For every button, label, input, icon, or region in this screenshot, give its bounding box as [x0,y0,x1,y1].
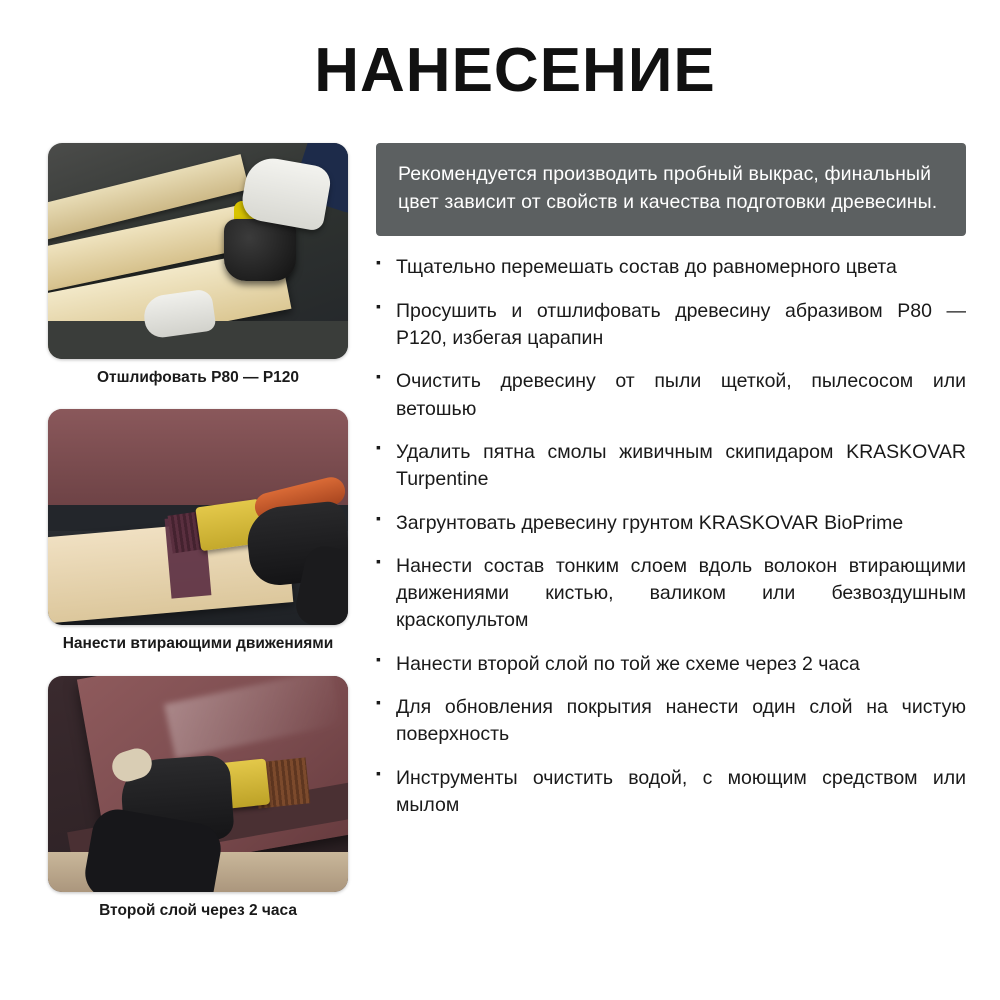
recommendation-note: Рекомендуется производить пробный выкрас, финальный цвет зависит от свойств и качества подготовки древесины. [376,143,966,236]
content-area [0,103,1000,920]
photo-caption: Второй слой через 2 часа [99,901,297,919]
list-item: ▪ Тщательно перемешать состав до равномерного цвета [376,254,966,281]
second-coat-photo [48,676,348,892]
list-item: ▪ Инструменты очистить водой, с моющим средством или мылом [376,765,966,820]
list-item: ▪ Нанести второй слой по той же схеме через 2 часа [376,651,966,678]
page-title: НАНЕСЕНИЕ [314,36,716,105]
list-item: ▪ Для обновления покрытия нанести один слой на чистую поверхность [376,694,966,749]
sanding-board-photo [48,143,348,359]
photo-column [48,141,348,920]
photo-card-brushing [48,409,348,653]
steps-list [376,254,966,819]
orbital-sander [224,219,296,281]
photo-card-second-coat [48,676,348,920]
instructions-column [376,141,966,920]
photo-caption: Нанести втирающими движениями [62,635,334,653]
list-item: ▪ Очистить древесину от пыли щеткой, пылесосом или ветошью [376,368,966,423]
photo-caption: Отшлифовать P80 — P120 [96,369,300,387]
list-item: ▪ Удалить пятна смолы живичным скипидаром KRASKOVAR Turpentine [376,439,966,494]
list-item: ▪ Загрунтовать древесину грунтом KRASKOVAR BioPrime [376,510,966,537]
photo-card-sanding [48,143,348,387]
brushing-stain-photo [48,409,348,625]
list-item: ▪ Нанести состав тонким слоем вдоль волокон втирающими движениями кистью, валиком или безвоздушным краскопультом [376,553,966,635]
list-item: ▪ Просушить и отшлифовать древесину абразивом P80 — P120, избегая царапин [376,298,966,353]
